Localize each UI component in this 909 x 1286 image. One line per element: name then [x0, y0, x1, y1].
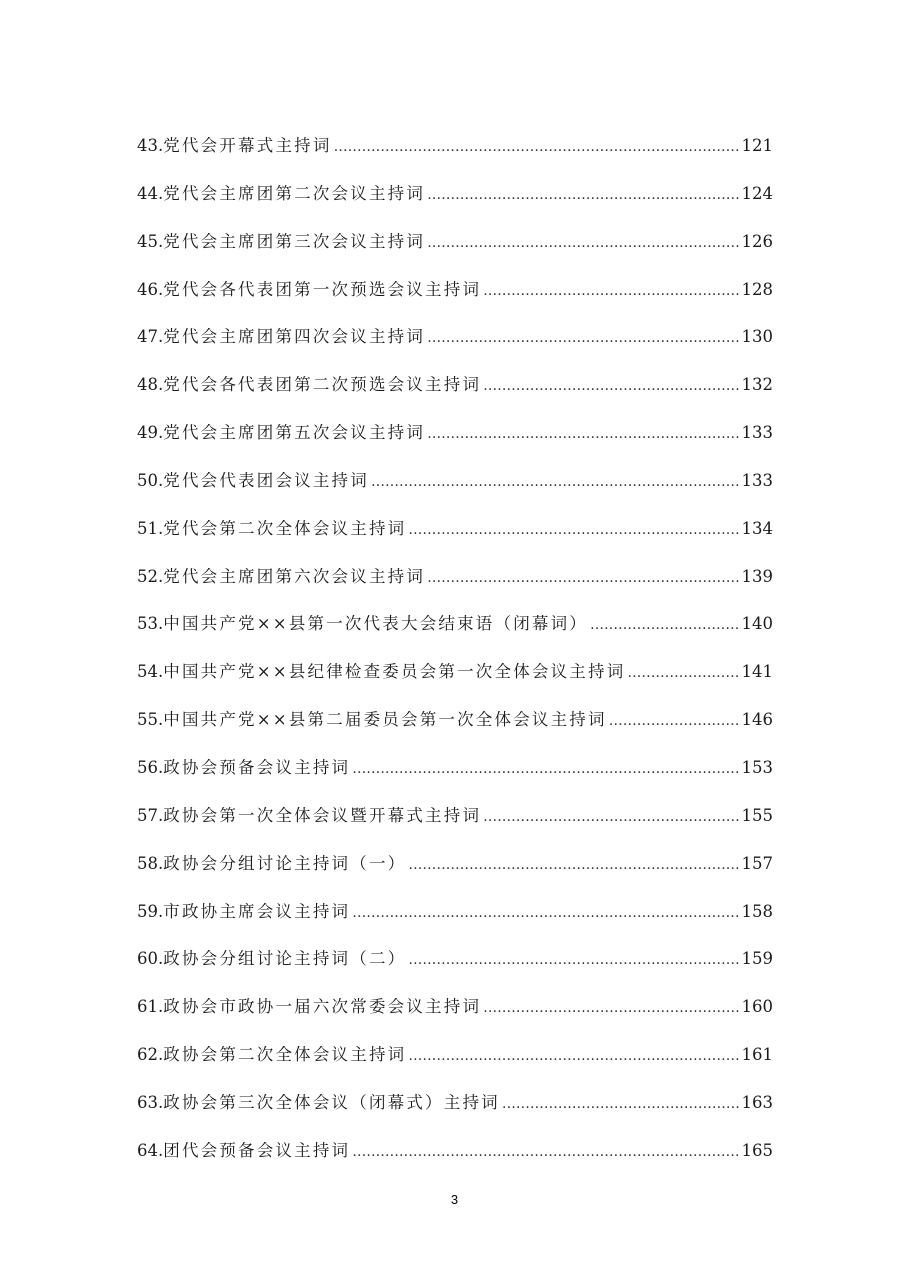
toc-entry-title: 党代会主席团第五次会议主持词	[163, 423, 426, 443]
toc-entry[interactable]	[137, 313, 773, 361]
toc-entry-page: 134	[741, 518, 773, 538]
toc-entry-page: 165	[741, 1140, 773, 1160]
toc-entry-title: 党代会主席团第三次会议主持词	[163, 231, 426, 251]
toc-dot-leader	[609, 698, 741, 744]
toc-entry-title: 党代会代表团会议主持词	[163, 470, 369, 490]
toc-entry-title: 团代会预备会议主持词	[163, 1140, 351, 1160]
toc-entry-title: 党代会第二次全体会议主持词	[163, 518, 407, 538]
toc-entry-page: 130	[741, 327, 773, 347]
toc-entry-number: 61.	[137, 997, 164, 1017]
toc-entry-page: 153	[741, 757, 773, 777]
toc-dot-leader	[352, 746, 740, 792]
toc-entry-page: 128	[741, 279, 773, 299]
toc-entry-title: 中国共产党××县第一次代表大会结束语（闭幕词）	[163, 614, 589, 634]
toc-entry-number: 45.	[137, 231, 164, 251]
toc-entry[interactable]	[137, 935, 773, 983]
toc-entry[interactable]	[137, 170, 773, 218]
toc-entry-title: 政协会分组讨论主持词（二）	[163, 949, 407, 969]
toc-entry[interactable]	[137, 266, 773, 314]
toc-entry-page: 157	[741, 853, 773, 873]
toc-entry-page: 133	[741, 470, 773, 490]
toc-entry[interactable]	[137, 409, 773, 457]
toc-entry-number: 54.	[137, 662, 164, 682]
toc-entry[interactable]	[137, 983, 773, 1031]
toc-dot-leader	[352, 890, 740, 936]
toc-entry[interactable]	[137, 1127, 773, 1175]
toc-dot-leader	[427, 172, 740, 218]
toc-entry-page: 163	[741, 1092, 773, 1112]
toc-entry-number: 50.	[137, 470, 164, 490]
toc-entry-page: 140	[741, 614, 773, 634]
toc-entry[interactable]	[137, 553, 773, 601]
toc-entry-number: 46.	[137, 279, 164, 299]
toc-entry[interactable]	[137, 744, 773, 792]
toc-entry-title: 中国共产党××县纪律检查委员会第一次全体会议主持词	[163, 662, 626, 682]
toc-entry-title: 中国共产党××县第二届委员会第一次全体会议主持词	[163, 710, 607, 730]
toc-entry[interactable]	[137, 1031, 773, 1079]
toc-entry-title: 党代会主席团第二次会议主持词	[163, 183, 426, 203]
toc-dot-leader	[427, 411, 740, 457]
toc-entry-number: 62.	[137, 1045, 164, 1065]
toc-entry-number: 55.	[137, 710, 164, 730]
toc-dot-leader	[408, 1033, 740, 1079]
toc-entry-title: 党代会开幕式主持词	[163, 136, 332, 155]
toc-entry-title: 政协会市政协一届六次常委会议主持词	[163, 997, 482, 1017]
toc-dot-leader	[483, 363, 740, 409]
toc-entry[interactable]	[137, 888, 773, 936]
toc-entry[interactable]	[137, 696, 773, 744]
toc-entry-title: 党代会主席团第四次会议主持词	[163, 327, 426, 347]
toc-entry-page: 139	[741, 566, 773, 586]
toc-entry-number: 53.	[137, 614, 164, 634]
toc-dot-leader	[408, 937, 740, 983]
toc-entry[interactable]	[137, 600, 773, 648]
toc-entry-number: 63.	[137, 1092, 164, 1112]
toc-entry-title: 政协会第一次全体会议暨开幕式主持词	[163, 805, 482, 825]
toc-entry-page: 141	[741, 662, 773, 682]
page-number: 3	[450, 1192, 459, 1207]
toc-entry-title: 政协会第三次全体会议（闭幕式）主持词	[163, 1092, 500, 1112]
toc-entry-title: 政协会分组讨论主持词（一）	[163, 853, 407, 873]
toc-entry-page: 126	[741, 231, 773, 251]
toc-entry-title: 政协会第二次全体会议主持词	[163, 1045, 407, 1065]
toc-entry-number: 43.	[137, 136, 164, 155]
toc-dot-leader	[590, 602, 740, 648]
toc-entry[interactable]	[137, 505, 773, 553]
toc-entry-title: 党代会各代表团第二次预选会议主持词	[163, 375, 482, 395]
table-of-contents	[137, 122, 773, 1175]
toc-entry-number: 58.	[137, 853, 164, 873]
toc-entry[interactable]	[137, 457, 773, 505]
toc-entry-number: 59.	[137, 901, 164, 921]
toc-entry-title: 市政协主席会议主持词	[163, 901, 351, 921]
toc-entry-number: 49.	[137, 423, 164, 443]
toc-dot-leader	[483, 794, 740, 840]
toc-dot-leader	[502, 1081, 741, 1127]
toc-entry-number: 52.	[137, 566, 164, 586]
toc-dot-leader	[352, 1129, 740, 1175]
toc-entry-number: 56.	[137, 757, 164, 777]
toc-dot-leader	[427, 555, 740, 601]
toc-dot-leader	[483, 985, 740, 1031]
toc-entry-number: 48.	[137, 375, 164, 395]
toc-entry-page: 158	[741, 901, 773, 921]
toc-entry-number: 57.	[137, 805, 164, 825]
toc-entry[interactable]	[137, 648, 773, 696]
toc-entry-page: 159	[741, 949, 773, 969]
toc-dot-leader	[371, 459, 741, 505]
toc-entry-number: 44.	[137, 183, 164, 203]
toc-entry[interactable]	[137, 218, 773, 266]
toc-entry-page: 160	[741, 997, 773, 1017]
toc-entry[interactable]	[137, 840, 773, 888]
toc-dot-leader	[427, 220, 740, 266]
toc-entry-number: 47.	[137, 327, 164, 347]
toc-entry-page: 133	[741, 423, 773, 443]
toc-dot-leader	[627, 650, 740, 696]
toc-entry[interactable]	[137, 792, 773, 840]
toc-entry-page: 161	[741, 1045, 773, 1065]
toc-entry[interactable]	[137, 122, 773, 170]
toc-dot-leader	[427, 315, 740, 361]
toc-entry[interactable]	[137, 1079, 773, 1127]
toc-dot-leader	[408, 507, 740, 553]
toc-entry-number: 60.	[137, 949, 164, 969]
toc-entry[interactable]	[137, 361, 773, 409]
toc-entry-title: 党代会主席团第六次会议主持词	[163, 566, 426, 586]
toc-entry-title: 党代会各代表团第一次预选会议主持词	[163, 279, 482, 299]
toc-entry-page: 146	[741, 710, 773, 730]
toc-dot-leader	[408, 842, 740, 888]
toc-entry-page: 124	[741, 183, 773, 203]
toc-entry-title: 政协会预备会议主持词	[163, 757, 351, 777]
toc-entry-page: 132	[741, 375, 773, 395]
toc-dot-leader	[483, 268, 740, 314]
toc-entry-page: 121	[741, 136, 773, 155]
toc-dot-leader	[334, 124, 741, 170]
toc-entry-number: 64.	[137, 1140, 164, 1160]
toc-entry-number: 51.	[137, 518, 164, 538]
toc-entry-page: 155	[741, 805, 773, 825]
